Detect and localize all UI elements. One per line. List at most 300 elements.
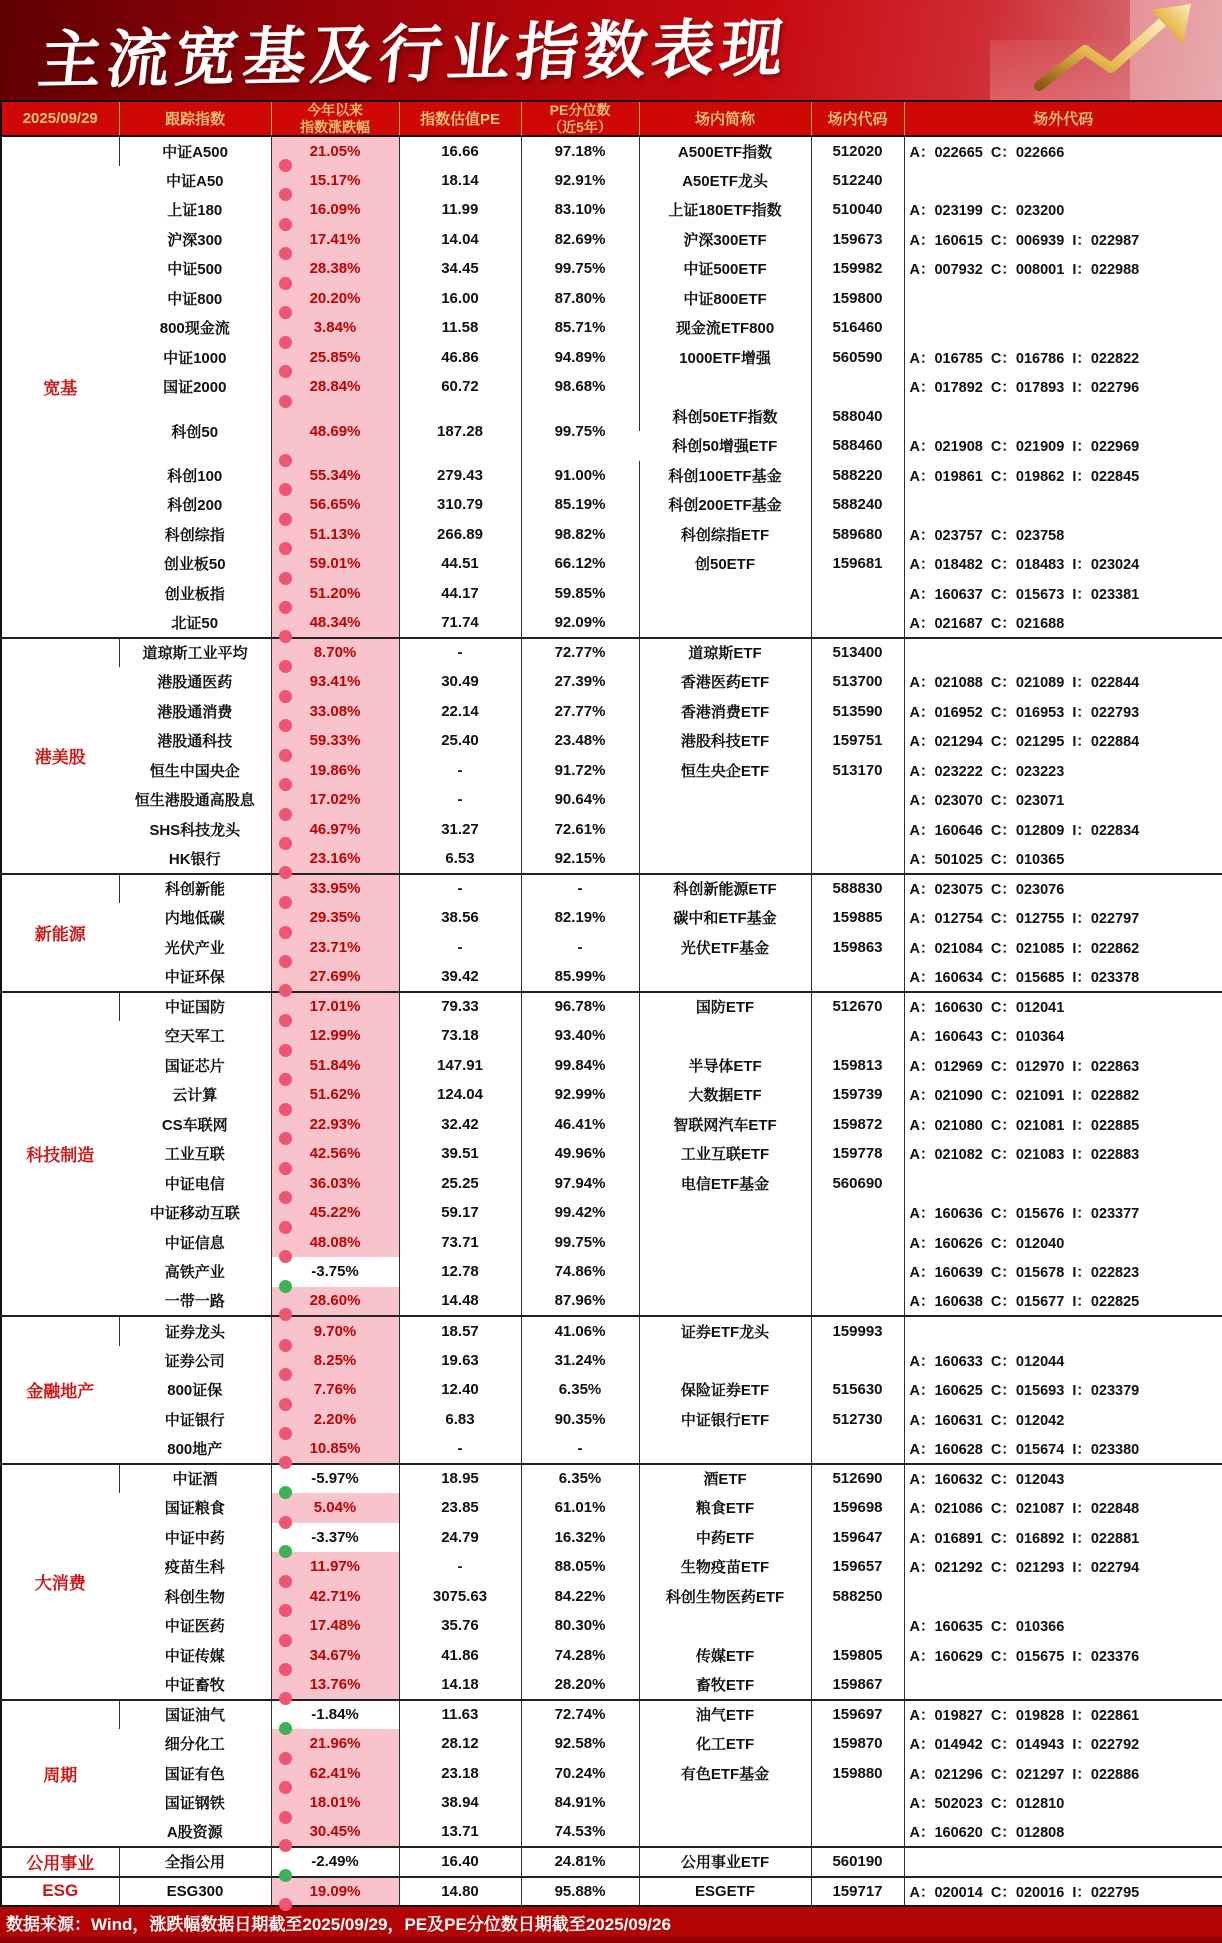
pe-cell: 3075.63 [399, 1582, 521, 1612]
table-row [1, 1729, 1222, 1759]
otc-code-cell: A：160639 C：015678 I：022823 [904, 1257, 1222, 1287]
table-row [1, 1287, 1222, 1317]
column-header-pe-percentile [521, 101, 639, 136]
index-name-cell: 创业板50 [163, 556, 226, 574]
fund-abbr-cell [639, 1198, 811, 1228]
index-name-cell: 中证1000 [163, 349, 227, 367]
pe-percentile-cell: 6.35% [521, 1464, 639, 1494]
pe-cell: 187.28 [399, 402, 521, 461]
exchange-code-cell: 588040 [811, 402, 904, 432]
otc-code-cell: A：160634 C：015685 I：023378 [904, 962, 1222, 992]
ytd-change-cell [271, 1464, 399, 1494]
pe-cell: 38.56 [399, 903, 521, 933]
exchange-code-cell: 159805 [811, 1641, 904, 1671]
fund-abbr-cell [639, 1434, 811, 1464]
otc-code-cell [904, 1847, 1222, 1877]
pe-cell: 32.42 [399, 1110, 521, 1140]
ytd-change-value: 17.01% [309, 998, 361, 1016]
index-name-cell: 港股通医药 [157, 674, 233, 692]
ytd-change-cell [271, 1729, 399, 1759]
exchange-code-cell [811, 1198, 904, 1228]
table-row [1, 1523, 1222, 1553]
pe-percentile-cell: 27.39% [521, 667, 639, 697]
exchange-code-cell: 515630 [811, 1375, 904, 1405]
index-name-cell: 光伏产业 [164, 939, 225, 957]
otc-code-cell: A：021086 C：021087 I：022848 [904, 1493, 1222, 1523]
index-name-cell: 中证信息 [164, 1234, 225, 1252]
pe-percentile-cell: 66.12% [521, 549, 639, 579]
otc-code-cell: A：021088 C：021089 I：022844 [904, 667, 1222, 697]
index-name-cell: 沪深300 [167, 231, 223, 249]
fund-abbr-cell: 香港医药ETF [639, 667, 811, 697]
exchange-code-cell: 159739 [811, 1080, 904, 1110]
exchange-code-cell: 159872 [811, 1110, 904, 1140]
index-name-cell: 内地低碳 [164, 910, 225, 928]
ytd-change-value: 18.01% [309, 1794, 361, 1812]
ytd-change-cell [271, 136, 399, 166]
pe-cell: 24.79 [399, 1523, 521, 1553]
exchange-code-cell: 159982 [811, 254, 904, 284]
column-header-ytd-change [271, 101, 399, 136]
red-dot-marker [279, 454, 292, 467]
ytd-change-cell [271, 1316, 399, 1346]
otc-code-cell: A：007932 C：008001 I：022988 [904, 254, 1222, 284]
red-dot-marker [279, 218, 292, 231]
otc-code-cell: A：016952 C：016953 I：022793 [904, 697, 1222, 727]
otc-code-cell [904, 166, 1222, 196]
ytd-change-cell [271, 903, 399, 933]
red-dot-marker [279, 749, 292, 762]
pe-cell: 12.40 [399, 1375, 521, 1405]
red-dot-marker [279, 306, 292, 319]
pe-cell: 18.95 [399, 1464, 521, 1494]
pe-cell: 44.17 [399, 579, 521, 609]
category-cell: 周期 [1, 1700, 119, 1848]
pe-percentile-cell: 87.80% [521, 284, 639, 314]
fund-abbr-cell [639, 1611, 811, 1641]
red-dot-marker [279, 896, 292, 909]
pe-percentile-cell: 99.75% [521, 254, 639, 284]
pe-cell: 12.78 [399, 1257, 521, 1287]
table-row [1, 225, 1222, 255]
ytd-change-cell [271, 402, 399, 461]
ytd-change-cell [271, 1080, 399, 1110]
fund-abbr-cell: 中药ETF [639, 1523, 811, 1553]
ytd-change-value: 33.08% [309, 702, 361, 720]
table-row [1, 1641, 1222, 1671]
ytd-change-value: 9.70% [313, 1322, 357, 1340]
fund-abbr-cell: 恒生央企ETF [639, 756, 811, 786]
fund-abbr-cell: 科创新能源ETF [639, 874, 811, 904]
pe-cell: 73.18 [399, 1021, 521, 1051]
pe-percentile-cell: 92.15% [521, 844, 639, 874]
pe-cell: 13.71 [399, 1818, 521, 1848]
index-name-cell: 国证芯片 [164, 1057, 225, 1075]
fund-abbr-cell: 创50ETF [639, 549, 811, 579]
table-row [1, 756, 1222, 786]
fund-abbr-cell: 生物疫苗ETF [639, 1552, 811, 1582]
ytd-change-value: 34.67% [309, 1646, 361, 1664]
exchange-code-cell [811, 844, 904, 874]
pe-percentile-cell: 74.28% [521, 1641, 639, 1671]
ytd-change-value: 7.76% [313, 1381, 357, 1399]
ytd-change-cell [271, 549, 399, 579]
otc-code-cell: A：021908 C：021909 I：022969 [904, 431, 1222, 461]
otc-code-cell: A：160646 C：012809 I：022834 [904, 815, 1222, 845]
fund-abbr-cell: 油气ETF [639, 1700, 811, 1730]
fund-abbr-cell [639, 608, 811, 638]
ytd-change-cell [271, 1552, 399, 1582]
table-row [1, 638, 1222, 668]
ytd-change-value: 28.84% [309, 378, 361, 396]
table-row [1, 520, 1222, 550]
table-row [1, 579, 1222, 609]
fund-abbr-cell: 智联网汽车ETF [639, 1110, 811, 1140]
fund-abbr-cell: 科创50增强ETF [672, 438, 778, 456]
red-dot-marker [279, 395, 292, 408]
exchange-code-cell [811, 372, 904, 402]
exchange-code-cell: 159885 [811, 903, 904, 933]
table-row [1, 402, 1222, 432]
table-row [1, 1464, 1222, 1494]
fund-abbr-cell: 国防ETF [639, 992, 811, 1022]
exchange-code-cell [811, 1021, 904, 1051]
red-dot-marker [279, 955, 292, 968]
ytd-change-value: 16.09% [309, 201, 361, 219]
table-row [1, 844, 1222, 874]
otc-code-cell: A：160631 C：012042 [904, 1405, 1222, 1435]
ytd-change-value: 13.76% [309, 1675, 361, 1693]
pe-cell: 31.27 [399, 815, 521, 845]
ytd-change-cell [271, 1847, 399, 1877]
table-row [1, 254, 1222, 284]
ytd-change-value: 5.04% [313, 1499, 357, 1517]
category-cell: ESG [1, 1877, 119, 1907]
table-row [1, 1877, 1222, 1907]
pe-cell: 34.45 [399, 254, 521, 284]
table-row [1, 1080, 1222, 1110]
category-cell: 宽基 [1, 136, 119, 638]
ytd-change-cell [271, 1139, 399, 1169]
pe-cell: 16.00 [399, 284, 521, 314]
exchange-code-cell: 513590 [811, 697, 904, 727]
fund-abbr-cell: 电信ETF基金 [639, 1169, 811, 1199]
exchange-code-cell: 513400 [811, 638, 904, 668]
exchange-code-cell: 512020 [811, 136, 904, 166]
index-name-cell: 国证有色 [164, 1765, 225, 1783]
pe-percentile-cell: 6.35% [521, 1375, 639, 1405]
index-name-cell: 道琼斯工业平均 [119, 638, 271, 668]
index-name-cell: 高铁产业 [164, 1264, 225, 1282]
table-row [1, 1021, 1222, 1051]
red-dot-marker [279, 660, 292, 673]
pe-cell: 73.71 [399, 1228, 521, 1258]
ytd-change-value: -1.84% [311, 1706, 359, 1724]
otc-code-cell: A：160626 C：012040 [904, 1228, 1222, 1258]
otc-code-cell: A：160625 C：015693 I：023379 [904, 1375, 1222, 1405]
pe-percentile-cell: 85.19% [521, 490, 639, 520]
ytd-change-cell [271, 1375, 399, 1405]
ytd-change-cell [271, 844, 399, 874]
exchange-code-cell: 159697 [811, 1700, 904, 1730]
table-row [1, 874, 1222, 904]
pe-cell: 18.14 [399, 166, 521, 196]
exchange-code-cell: 588460 [811, 431, 904, 461]
red-dot-marker [279, 336, 292, 349]
ytd-change-value: 33.95% [309, 880, 361, 898]
index-name-cell: 一带一路 [164, 1293, 225, 1311]
ytd-change-cell [271, 785, 399, 815]
ytd-change-value: 17.02% [309, 791, 361, 809]
pe-percentile-cell: 28.20% [521, 1670, 639, 1700]
fund-abbr-cell: 中证500ETF [639, 254, 811, 284]
green-dot-marker [279, 1280, 292, 1293]
fund-abbr-cell: 道琼斯ETF [639, 638, 811, 668]
table-row [1, 1316, 1222, 1346]
pe-percentile-cell: 94.89% [521, 343, 639, 373]
pe-cell: 18.57 [399, 1316, 521, 1346]
otc-code-cell: A：021080 C：021081 I：022885 [904, 1110, 1222, 1140]
ytd-change-value: 48.34% [309, 613, 361, 631]
exchange-code-cell [811, 608, 904, 638]
otc-code-cell: A：014942 C：014943 I：022792 [904, 1729, 1222, 1759]
otc-code-cell: A：160643 C：010364 [904, 1021, 1222, 1051]
otc-code-cell: A：019861 C：019862 I：022845 [904, 461, 1222, 491]
column-header-exchange-code: 场内代码 [811, 101, 904, 136]
pe-percentile-cell: 95.88% [521, 1877, 639, 1907]
ytd-change-cell [271, 874, 399, 904]
fund-abbr-cell: 传媒ETF [639, 1641, 811, 1671]
otc-code-cell: A：160637 C：015673 I：023381 [904, 579, 1222, 609]
fund-abbr-cell [639, 372, 811, 402]
fund-abbr-cell: 粮食ETF [639, 1493, 811, 1523]
pe-percentile-cell: 16.32% [521, 1523, 639, 1553]
index-name-cell: 北证50 [171, 614, 219, 632]
table-row [1, 1552, 1222, 1582]
index-name-cell: HK银行 [168, 850, 221, 868]
fund-abbr-cell: 港股科技ETF [639, 726, 811, 756]
column-header-ytd-line1: 今年以来 [307, 102, 363, 119]
pe-cell: 147.91 [399, 1051, 521, 1081]
ytd-change-cell [271, 638, 399, 668]
table-row [1, 608, 1222, 638]
exchange-code-cell: 512240 [811, 166, 904, 196]
exchange-code-cell: 516460 [811, 313, 904, 343]
table-row [1, 785, 1222, 815]
otc-code-cell [904, 402, 1222, 432]
ytd-change-value: 28.38% [309, 260, 361, 278]
red-dot-marker [279, 926, 292, 939]
index-name-cell: 科创200 [167, 497, 223, 515]
pe-cell: 39.42 [399, 962, 521, 992]
ytd-change-value: 42.71% [309, 1587, 361, 1605]
exchange-code-cell: 159647 [811, 1523, 904, 1553]
red-dot-marker [279, 1368, 292, 1381]
red-dot-marker [279, 1692, 292, 1705]
otc-code-cell [904, 490, 1222, 520]
otc-code-cell: A：160638 C：015677 I：022825 [904, 1287, 1222, 1317]
ytd-change-value: 45.22% [309, 1204, 361, 1222]
fund-abbr-cell: 酒ETF [639, 1464, 811, 1494]
pe-percentile-cell: 27.77% [521, 697, 639, 727]
otc-code-cell: A：023757 C：023758 [904, 520, 1222, 550]
category-cell: 港美股 [1, 638, 119, 874]
table-row [1, 1405, 1222, 1435]
fund-abbr-cell: 光伏ETF基金 [639, 933, 811, 963]
pe-percentile-cell: 92.99% [521, 1080, 639, 1110]
exchange-code-cell: 560690 [811, 1169, 904, 1199]
otc-code-cell: A：160636 C：015676 I：023377 [904, 1198, 1222, 1228]
category-cell: 金融地产 [1, 1316, 119, 1464]
pe-cell: 279.43 [399, 461, 521, 491]
exchange-code-cell [811, 815, 904, 845]
ytd-change-value: 17.41% [309, 230, 361, 248]
otc-code-cell: A：021294 C：021295 I：022884 [904, 726, 1222, 756]
fund-abbr-cell: 科创50ETF指数 [639, 402, 811, 432]
fund-abbr-cell: A50ETF龙头 [639, 166, 811, 196]
pe-cell: 41.86 [399, 1641, 521, 1671]
fund-abbr-cell: 上证180ETF指数 [639, 195, 811, 225]
category-cell: 公用事业 [1, 1847, 119, 1877]
ytd-change-cell [271, 667, 399, 697]
red-dot-marker [279, 690, 292, 703]
pe-percentile-cell: 41.06% [521, 1316, 639, 1346]
ytd-change-value: 51.13% [309, 525, 361, 543]
index-name-cell: 科创50 [171, 423, 219, 441]
exchange-code-cell: 588240 [811, 490, 904, 520]
index-name-cell: 空天军工 [164, 1028, 225, 1046]
pe-percentile-cell: 98.68% [521, 372, 639, 402]
column-header-date: 2025/09/29 [1, 101, 119, 136]
table-row [1, 667, 1222, 697]
table-row [1, 1670, 1222, 1700]
ytd-change-cell [271, 1877, 399, 1907]
pe-cell: 14.80 [399, 1877, 521, 1907]
pe-cell: - [399, 874, 521, 904]
pe-percentile-cell: 91.00% [521, 461, 639, 491]
green-dot-marker [279, 1486, 292, 1499]
fund-abbr-cell: 科创100ETF基金 [639, 461, 811, 491]
otc-code-cell: A：160615 C：006939 I：022987 [904, 225, 1222, 255]
table-row [1, 815, 1222, 845]
otc-code-cell: A：160628 C：015674 I：023380 [904, 1434, 1222, 1464]
ytd-change-cell [271, 992, 399, 1022]
pe-percentile-cell: 83.10% [521, 195, 639, 225]
fund-abbr-cell: 畜牧ETF [639, 1670, 811, 1700]
index-name-cell: 国证2000 [163, 379, 227, 397]
ytd-change-value: -5.97% [311, 1470, 359, 1488]
pe-cell: 79.33 [399, 992, 521, 1022]
index-name-cell: 科创100 [167, 467, 223, 485]
ytd-change-cell [271, 254, 399, 284]
table-row [1, 1788, 1222, 1818]
index-name-cell: 恒生港股通高股息 [134, 792, 255, 810]
pe-cell: - [399, 1434, 521, 1464]
otc-code-cell: A：017892 C：017893 I：022796 [904, 372, 1222, 402]
pe-cell: 11.99 [399, 195, 521, 225]
table-row [1, 1582, 1222, 1612]
ytd-change-value: 8.70% [313, 644, 357, 662]
ytd-change-value: 22.93% [309, 1115, 361, 1133]
ytd-change-value: 15.17% [309, 171, 361, 189]
red-dot-marker [279, 247, 292, 260]
index-name-cell: 科创新能 [119, 874, 271, 904]
pe-cell: 39.51 [399, 1139, 521, 1169]
pe-cell: 60.72 [399, 372, 521, 402]
red-dot-marker [279, 513, 292, 526]
table-row [1, 1169, 1222, 1199]
red-dot-marker [279, 542, 292, 555]
red-dot-marker [279, 601, 292, 614]
pe-percentile-cell: 82.19% [521, 903, 639, 933]
red-dot-marker [279, 1663, 292, 1676]
pe-cell: - [399, 933, 521, 963]
ytd-change-cell [271, 608, 399, 638]
exchange-code-cell: 588220 [811, 461, 904, 491]
table-row [1, 1434, 1222, 1464]
ytd-change-value: 3.84% [313, 319, 357, 337]
red-dot-marker [279, 866, 292, 879]
table-row [1, 1257, 1222, 1287]
index-name-cell: 中证A50 [165, 172, 224, 190]
exchange-code-cell: 159698 [811, 1493, 904, 1523]
pe-cell: 6.83 [399, 1405, 521, 1435]
pe-cell: 6.53 [399, 844, 521, 874]
gold-arrow-icon [1033, 4, 1208, 100]
otc-code-cell: A：502023 C：012810 [904, 1788, 1222, 1818]
fund-abbr-cell: 科创生物医药ETF [639, 1582, 811, 1612]
pe-percentile-cell: - [521, 933, 639, 963]
exchange-code-cell: 560590 [811, 343, 904, 373]
red-dot-marker [279, 1132, 292, 1145]
fund-abbr-cell: 大数据ETF [639, 1080, 811, 1110]
pe-cell: 46.86 [399, 343, 521, 373]
index-name-cell: 疫苗生科 [164, 1559, 225, 1577]
ytd-change-value: 10.85% [309, 1439, 361, 1457]
fund-abbr-cell: 中证800ETF [639, 284, 811, 314]
table-row [1, 1759, 1222, 1789]
pe-percentile-cell: 87.96% [521, 1287, 639, 1317]
index-name-cell: 中证A500 [119, 136, 271, 166]
red-dot-marker [279, 1811, 292, 1824]
index-name-cell: SHS科技龙头 [149, 821, 241, 839]
otc-code-cell [904, 284, 1222, 314]
ytd-change-value: 11.97% [309, 1558, 361, 1576]
table-row [1, 1110, 1222, 1140]
column-header-q-line2: （近5年） [548, 118, 612, 135]
fund-abbr-cell [639, 1346, 811, 1376]
exchange-code-cell [811, 1346, 904, 1376]
exchange-code-cell [811, 1228, 904, 1258]
pe-percentile-cell: 49.96% [521, 1139, 639, 1169]
pe-cell: 28.12 [399, 1729, 521, 1759]
otc-code-cell: A：160630 C：012041 [904, 992, 1222, 1022]
ytd-change-value: 46.97% [309, 820, 361, 838]
pe-percentile-cell: 88.05% [521, 1552, 639, 1582]
otc-code-cell: A：023070 C：023071 [904, 785, 1222, 815]
exchange-code-cell [811, 1788, 904, 1818]
table-row [1, 284, 1222, 314]
red-dot-marker [279, 1839, 292, 1852]
exchange-code-cell [811, 962, 904, 992]
green-dot-marker [279, 1869, 292, 1882]
fund-abbr-cell [639, 785, 811, 815]
red-dot-marker [279, 1250, 292, 1263]
ytd-change-cell [271, 1198, 399, 1228]
pe-percentile-cell: 84.91% [521, 1788, 639, 1818]
red-dot-marker [279, 1516, 292, 1529]
ytd-change-value: 21.96% [309, 1735, 361, 1753]
